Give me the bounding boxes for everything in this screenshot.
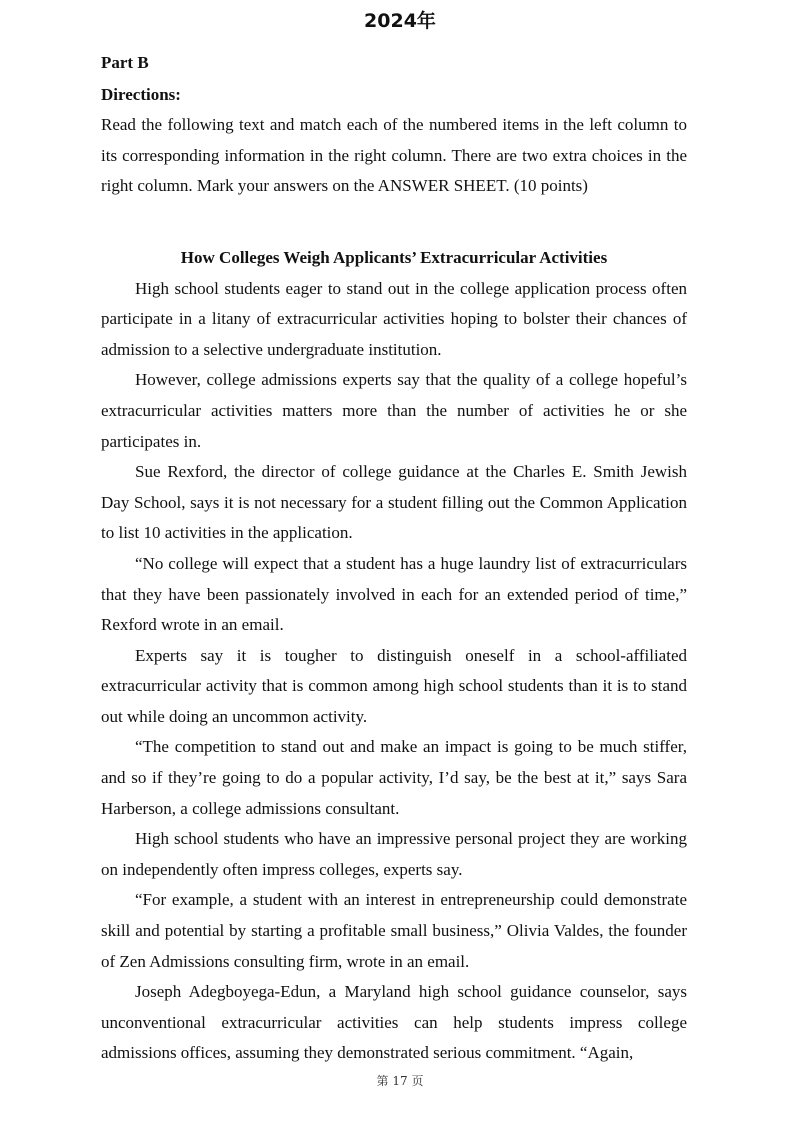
directions-text: Read the following text and match each of the numbered items in the left column to its corresponding information in the right column. There are two extra choices in the right column. Mark your answers on the ANSWER SHEET. (10 points) <box>101 115 687 196</box>
article-paragraph-6: “The competition to stand out and make an impact is going to be much stiffer, and so if they’re going to do a popular activity, I’d say, be the best at it,” says Sara Harberson, a college admissions consultant. <box>101 737 687 818</box>
article-title: How Colleges Weigh Applicants’ Extracurricular Activities <box>180 247 608 267</box>
page-number: 第 17 页 <box>376 1074 424 1088</box>
article-paragraph-3: Sue Rexford, the director of college guidance at the Charles E. Smith Jewish Day School, says it is not necessary for a student filling out the Common Application to list 10 activities in the application. <box>101 462 687 543</box>
year-header: 2024年 <box>364 10 436 32</box>
article-paragraph-2: However, college admissions experts say that the quality of a college hopeful’s extracurricular activities matters more than the number of activities he or she participates in. <box>101 370 687 451</box>
directions-heading: Directions: <box>101 84 181 104</box>
article-paragraph-9: Joseph Adegboyega-Edun, a Maryland high school guidance counselor, says unconventional extracurricular activities can help students impress college admissions offices, assuming they demonstrated serious commitment. “Again, <box>101 982 687 1063</box>
content-area <box>101 48 687 1069</box>
article-paragraph-4: “No college will expect that a student has a huge laundry list of extracurriculars that they have been passionately involved in each for an extended period of time,” Rexford wrote in an email. <box>101 553 687 635</box>
article-paragraph-7: High school students who have an impressive personal project they are working on independently often impress colleges, experts say. <box>101 829 687 879</box>
article-paragraph-1: High school students eager to stand out in the college application process often participate in a litany of extracurricular activities hoping to bolster their chances of admission to a selective undergraduate institution. <box>101 278 687 359</box>
article-paragraph-8: “For example, a student with an interest in entrepreneurship could demonstrate skill and potential by starting a profitable small business,” Olivia Valdes, the founder of Zen Admissions consulting firm, wrote in an email. <box>101 890 687 971</box>
part-heading: Part B <box>101 53 149 72</box>
article-paragraph-5: Experts say it is tougher to distinguish oneself in a school-affiliated extracurricular activity that is common among high school students than it is to stand out while doing an uncommon activity. <box>101 645 687 726</box>
